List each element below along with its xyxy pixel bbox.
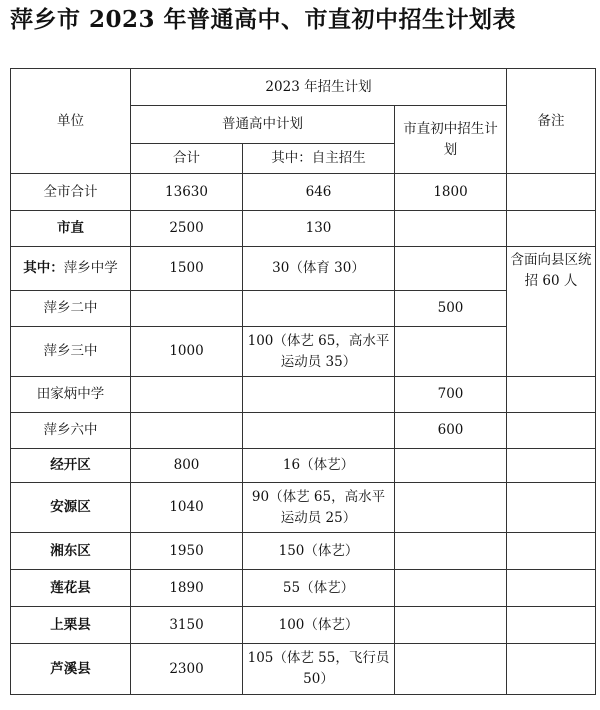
row-note	[507, 483, 596, 533]
row-unit-label: 芦溪县	[50, 660, 91, 677]
page-title: 萍乡市 2023 年普通高中、市直初中招生计划表	[10, 6, 517, 33]
row-note	[507, 211, 596, 247]
row-unit-label: 安源区	[50, 499, 91, 515]
row-total: 1500	[131, 247, 243, 291]
table-row	[11, 570, 596, 607]
row-note	[507, 607, 596, 644]
row-total: 1890	[131, 570, 243, 607]
row-total: 1950	[131, 533, 243, 570]
unit-header: 单位	[11, 69, 131, 174]
row-junior	[395, 607, 507, 644]
row-total: 1000	[131, 327, 243, 377]
junior-header: 市直初中招生计划	[395, 106, 507, 174]
row-unit-label: 萍乡三中	[43, 343, 98, 359]
row-junior: 700	[395, 377, 507, 413]
row-total: 2300	[131, 644, 243, 695]
row-self-enroll: 100（体艺 65，高水平运动员 35）	[243, 327, 395, 377]
row-self-enroll: 100（体艺）	[243, 607, 395, 644]
row-total	[131, 291, 243, 327]
row-self-enroll: 150（体艺）	[243, 533, 395, 570]
row-total: 3150	[131, 607, 243, 644]
row-junior	[395, 570, 507, 607]
row-self-enroll	[243, 413, 395, 449]
row-self-enroll: 16（体艺）	[243, 449, 395, 483]
table-row	[11, 174, 596, 211]
table-row	[11, 413, 596, 449]
row-unit	[11, 211, 131, 247]
row-unit	[11, 291, 131, 327]
note-header: 备注	[507, 69, 596, 174]
row-unit	[11, 533, 131, 570]
row-self-enroll: 55（体艺）	[243, 570, 395, 607]
row-self-enroll	[243, 291, 395, 327]
row-unit-label: 上栗县	[50, 616, 91, 633]
row-self-enroll: 130	[243, 211, 395, 247]
row-note	[507, 533, 596, 570]
table-row	[11, 607, 596, 644]
row-self-enroll: 90（体艺 65，高水平运动员 25）	[243, 483, 395, 533]
row-junior	[395, 211, 507, 247]
row-unit	[11, 174, 131, 211]
row-self-enroll	[243, 377, 395, 413]
row-unit-label: 经开区	[50, 457, 91, 473]
row-unit	[11, 644, 131, 695]
row-unit-label: 莲花县	[50, 579, 91, 596]
row-note	[507, 449, 596, 483]
row-unit	[11, 327, 131, 377]
header-row-1	[11, 69, 596, 106]
row-total: 800	[131, 449, 243, 483]
row-unit	[11, 607, 131, 644]
row-total	[131, 377, 243, 413]
row-junior	[395, 247, 507, 291]
self-enroll-header: 其中：自主招生	[243, 144, 395, 174]
row-total	[131, 413, 243, 449]
row-junior	[395, 327, 507, 377]
row-self-enroll: 30（体育 30）	[243, 247, 395, 291]
plan-year-header: 2023 年招生计划	[131, 69, 507, 106]
row-total: 13630	[131, 174, 243, 211]
row-unit-label: 萍乡中学	[63, 260, 118, 276]
high-school-header: 普通高中计划	[131, 106, 395, 144]
row-note	[507, 377, 596, 413]
row-junior	[395, 533, 507, 570]
row-self-enroll: 646	[243, 174, 395, 211]
row-unit	[11, 483, 131, 533]
row-unit	[11, 413, 131, 449]
row-self-enroll: 105（体艺 55，飞行员 50）	[243, 644, 395, 695]
row-note	[507, 413, 596, 449]
row-unit	[11, 449, 131, 483]
row-note	[507, 644, 596, 695]
row-junior	[395, 644, 507, 695]
table-row	[11, 247, 596, 291]
table-row	[11, 533, 596, 570]
row-unit-label: 全市合计	[43, 183, 98, 200]
row-unit	[11, 247, 131, 291]
row-unit	[11, 570, 131, 607]
row-junior	[395, 483, 507, 533]
table-row	[11, 644, 596, 695]
row-unit-prefix: 其中：	[23, 260, 64, 276]
table-row	[11, 483, 596, 533]
row-junior: 1800	[395, 174, 507, 211]
row-note	[507, 570, 596, 607]
row-unit-label: 田家炳中学	[36, 386, 105, 402]
row-junior: 500	[395, 291, 507, 327]
row-note	[507, 174, 596, 211]
enrollment-plan-table	[10, 68, 596, 695]
row-unit-label: 市直	[57, 220, 84, 236]
row-unit-label: 萍乡二中	[43, 300, 98, 316]
row-junior	[395, 449, 507, 483]
row-total: 2500	[131, 211, 243, 247]
total-header: 合计	[131, 144, 243, 174]
table-row	[11, 211, 596, 247]
row-total: 1040	[131, 483, 243, 533]
table-row	[11, 449, 596, 483]
row-unit-label: 湘东区	[50, 542, 91, 559]
table-row	[11, 377, 596, 413]
row-unit	[11, 377, 131, 413]
row-note: 含面向县区统招 60 人	[507, 247, 596, 377]
row-junior: 600	[395, 413, 507, 449]
row-unit-label: 萍乡六中	[43, 422, 98, 438]
